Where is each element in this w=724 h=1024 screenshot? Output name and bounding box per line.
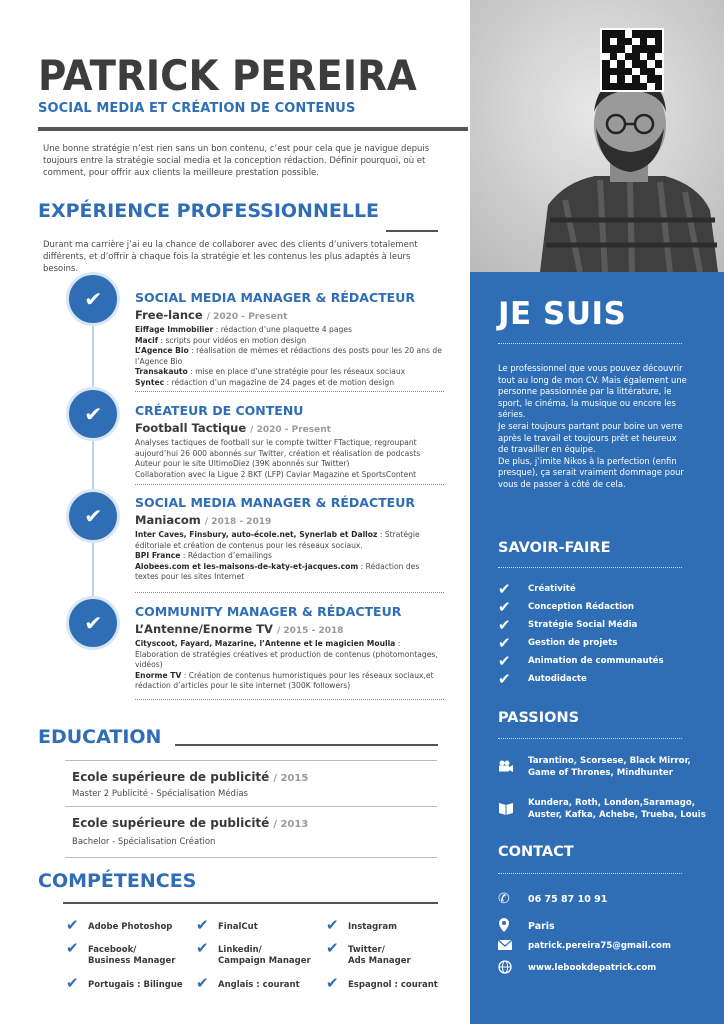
contact-website[interactable]: www.lebookdepatrick.com bbox=[498, 960, 656, 977]
check-icon: ✔ bbox=[66, 974, 79, 992]
job-company: L’Antenne/Enorme TV / 2015 - 2018 bbox=[135, 622, 344, 636]
education-divider bbox=[175, 744, 438, 746]
check-icon: ✔ bbox=[498, 580, 511, 598]
education-year: / 2013 bbox=[273, 819, 309, 830]
check-icon: ✔ bbox=[66, 387, 120, 441]
job-dates: / 2018 - 2019 bbox=[204, 517, 272, 527]
education-year: / 2015 bbox=[273, 773, 309, 784]
email-icon bbox=[498, 940, 528, 953]
title-divider bbox=[38, 127, 468, 131]
job-description: Cityscoot, Fayard, Mazarine, l’Antenne et le magicien Moulla : Elaboration de stratégies créatives et production de contenus (photomontages, vidéos) Enorme TV : Création de contenus humoristiques pour les réseaux sociaux,et rédaction d’articles pour le site internet (300K followers) bbox=[135, 639, 438, 690]
experience-intro: Durant ma carrière j’ai eu la chance de collaborer avec des clients d’univers totalement différents, et d’offrir à chaque fois la stratégie et les contenus les plus adaptés à leurs besoins. bbox=[43, 240, 418, 274]
skill-item: ✔ Twitter/ Ads Manager bbox=[326, 939, 411, 966]
candidate-name: PATRICK PEREIRA bbox=[38, 51, 417, 100]
check-icon: ✔ bbox=[498, 598, 511, 616]
contact-phone[interactable]: ✆ 06 75 87 10 91 bbox=[498, 891, 608, 907]
timeline-line bbox=[92, 300, 94, 630]
education-detail: Master 2 Publicité - Spécialisation Médias bbox=[72, 789, 248, 799]
location-pin-icon bbox=[498, 918, 528, 935]
check-icon: ✔ bbox=[326, 916, 339, 934]
skill-item: ✔ FinalCut bbox=[196, 916, 258, 934]
education-school: Ecole supérieure de publicité / 2013 bbox=[72, 816, 309, 830]
sidebar bbox=[470, 0, 724, 1024]
job-divider bbox=[135, 484, 444, 485]
passion-item: Kundera, Roth, London,Saramago, Auster, Kafka, Achebe, Trueba, Louis bbox=[498, 798, 706, 821]
passions-title: PASSIONS bbox=[498, 710, 580, 726]
bio-text: Le professionnel que vous pouvez découvrir tout au long de mon CV. Mais également une personne passionnée par la littérature, le sport, le cinéma, la musique ou encore les séries. Je serai toujours partant pour boire un verre après le travail et toujours prêt et heureux de travailler en équipe. De plus, j’imite Nikos à la perfection (enfin presque), ça serait vraiment dommage pour vous de passer à côté de cela. bbox=[498, 363, 687, 489]
job-company: Free-lance / 2020 - Present bbox=[135, 308, 288, 322]
qr-code bbox=[600, 28, 664, 92]
skill-item: ✔ Linkedin/ Campaign Manager bbox=[196, 939, 311, 966]
experience-section-title: EXPÉRIENCE PROFESSIONNELLE bbox=[38, 200, 380, 222]
check-icon: ✔ bbox=[66, 916, 79, 934]
savoir-faire-divider bbox=[498, 567, 682, 568]
skills-divider bbox=[63, 902, 438, 904]
skills-section-title: COMPÉTENCES bbox=[38, 870, 197, 892]
profile-photo bbox=[470, 0, 724, 272]
contact-email[interactable]: patrick.pereira75@gmail.com bbox=[498, 940, 671, 953]
savoir-faire-item: ✔ Stratégie Social Média bbox=[498, 616, 638, 634]
savoir-faire-item: ✔ Animation de communautés bbox=[498, 652, 664, 670]
experience-divider bbox=[386, 230, 438, 232]
skill-item: ✔ Instagram bbox=[326, 916, 397, 934]
education-section-title: EDUCATION bbox=[38, 726, 162, 748]
skill-item: ✔ Anglais : courant bbox=[196, 974, 300, 992]
job-divider bbox=[135, 391, 444, 392]
job-title: SOCIAL MEDIA MANAGER & RÉDACTEUR bbox=[135, 495, 415, 510]
job-dates: / 2020 - Present bbox=[206, 312, 288, 322]
education-rule bbox=[65, 760, 437, 761]
je-suis-title: JE SUIS bbox=[498, 296, 627, 332]
savoir-faire-item: ✔ Gestion de projets bbox=[498, 634, 618, 652]
passions-divider bbox=[498, 738, 682, 739]
job-description: Inter Caves, Finsbury, auto-école.net, Synerlab et Dalloz : Stratégie éditoriale et création de contenus pour les réseaux sociaux. BPI France : Rédaction d’emailings Alobees.com et les-maisons-de-katy-et-jacques.com : Rédaction des textes pour les sites Internet bbox=[135, 530, 420, 581]
education-rule bbox=[65, 857, 437, 858]
check-icon: ✔ bbox=[498, 634, 511, 652]
check-icon: ✔ bbox=[66, 596, 120, 650]
job-entry bbox=[135, 604, 445, 692]
contact-divider bbox=[498, 873, 682, 874]
job-dates: / 2015 - 2018 bbox=[276, 626, 344, 636]
skill-item: ✔ Adobe Photoshop bbox=[66, 916, 173, 934]
globe-icon bbox=[498, 960, 528, 977]
video-camera-icon bbox=[498, 760, 528, 775]
check-icon: ✔ bbox=[66, 272, 120, 326]
contact-location: Paris bbox=[498, 918, 555, 935]
job-company: Maniacom / 2018 - 2019 bbox=[135, 513, 272, 527]
job-entry bbox=[135, 290, 445, 388]
education-rule bbox=[65, 806, 437, 807]
job-description: Eiffage Immobilier : rédaction d’une plaquette 4 pages Macif : scripts pour vidéos en motion design L’Agence Bio : réalisation de mèmes et rédactions des posts pour les 20 ans de l’Agence Bio Transakauto : mise en place d’une stratégie pour les réseaux sociaux Syntec : rédaction d’un magazine de 24 pages et de motion design bbox=[135, 325, 442, 387]
check-icon: ✔ bbox=[196, 974, 209, 992]
check-icon: ✔ bbox=[196, 939, 209, 957]
education-detail: Bachelor - Spécialisation Création bbox=[72, 837, 216, 847]
candidate-subtitle: SOCIAL MEDIA ET CRÉATION DE CONTENUS bbox=[38, 101, 356, 116]
check-icon: ✔ bbox=[498, 670, 511, 688]
skill-item: ✔ Espagnol : courant bbox=[326, 974, 438, 992]
check-icon: ✔ bbox=[66, 939, 79, 957]
je-suis-divider bbox=[498, 343, 682, 344]
skill-item: ✔ Portugais : Bilingue bbox=[66, 974, 183, 992]
book-icon bbox=[498, 801, 528, 818]
intro-paragraph: Une bonne stratégie n’est rien sans un bon contenu, c’est pour cela que je navigue depuis toujours entre la stratégie social media et la conception rédaction. Définir pourquoi, où et comment, pour offrir aux clients la meilleure prestation possible. bbox=[43, 144, 430, 179]
job-entry bbox=[135, 495, 445, 583]
passion-item: Tarantino, Scorsese, Black Mirror, Game of Thrones, Mindhunter bbox=[498, 756, 691, 779]
job-divider bbox=[135, 592, 444, 593]
savoir-faire-item: ✔ Autodidacte bbox=[498, 670, 587, 688]
job-divider bbox=[135, 699, 444, 700]
job-title: SOCIAL MEDIA MANAGER & RÉDACTEUR bbox=[135, 290, 415, 305]
job-description: Analyses tactiques de football sur le compte twitter FTactique, regroupant aujourd’hui 26 000 abonnés sur Twitter, création et réalisation de podcasts Auteur pour le site UltimoDiez (39K abonnés sur Twitter) Collaboration avec la Ligue 2 BKT (LFP) Caviar Magazine et SportsContent bbox=[135, 438, 421, 479]
job-title: CRÉATEUR DE CONTENU bbox=[135, 403, 304, 418]
skill-item: ✔ Facebook/ Business Manager bbox=[66, 939, 176, 966]
check-icon: ✔ bbox=[196, 916, 209, 934]
contact-title: CONTACT bbox=[498, 844, 574, 860]
savoir-faire-item: ✔ Conception Rédaction bbox=[498, 598, 635, 616]
savoir-faire-title: SAVOIR-FAIRE bbox=[498, 540, 611, 556]
phone-icon: ✆ bbox=[498, 891, 510, 907]
job-company: Football Tactique / 2020 - Present bbox=[135, 421, 331, 435]
job-title: COMMUNITY MANAGER & RÉDACTEUR bbox=[135, 604, 402, 619]
portrait-illustration bbox=[470, 0, 724, 272]
education-school: Ecole supérieure de publicité / 2015 bbox=[72, 770, 309, 784]
check-icon: ✔ bbox=[326, 974, 339, 992]
check-icon: ✔ bbox=[498, 652, 511, 670]
check-icon: ✔ bbox=[498, 616, 511, 634]
savoir-faire-item: ✔ Créativité bbox=[498, 580, 576, 598]
job-dates: / 2020 - Present bbox=[250, 425, 331, 435]
check-icon: ✔ bbox=[66, 489, 120, 543]
job-entry bbox=[135, 403, 445, 480]
check-icon: ✔ bbox=[326, 939, 339, 957]
